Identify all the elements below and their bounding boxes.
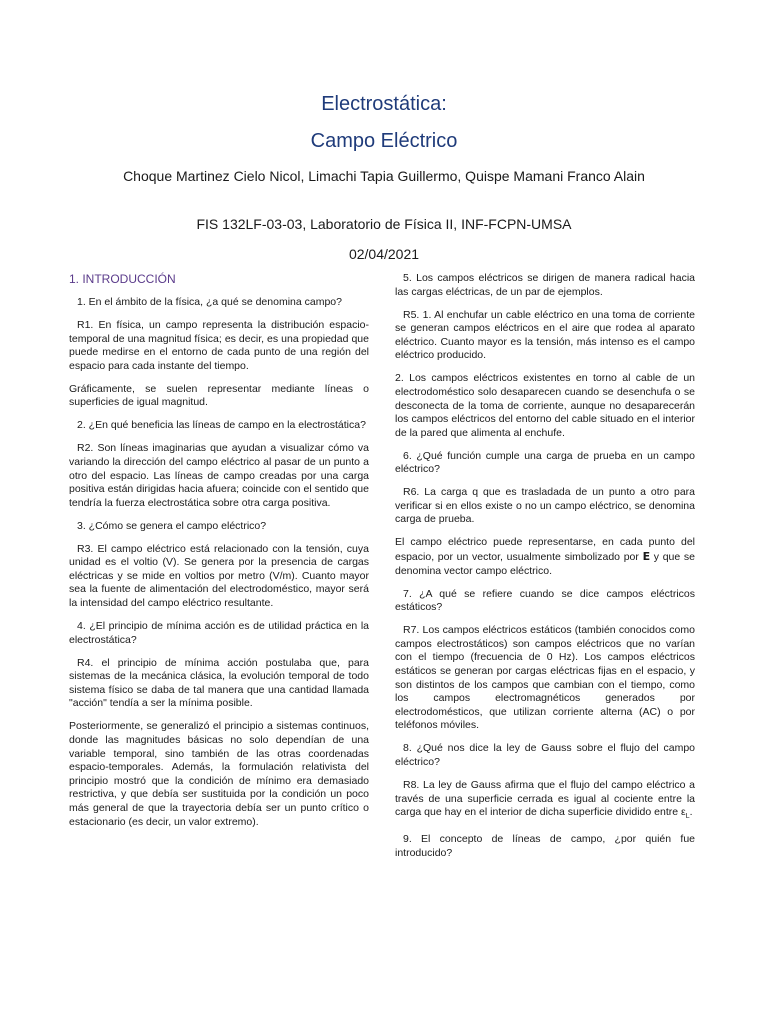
question-1: 1. En el ámbito de la física, ¿a qué se denomina campo?: [77, 296, 342, 308]
section-heading: 1. INTRODUCCIÓN: [69, 272, 176, 286]
epsilon-subscript: L: [685, 813, 690, 821]
title-line-2: Campo Eléctrico: [310, 130, 458, 152]
vector-e-symbol: E: [642, 550, 651, 564]
answer-6-vector: [395, 536, 695, 578]
answer-1-note: Gráficamente, se suelen representar mediante líneas o superficies de igual magnitud.: [69, 382, 369, 409]
affiliation: FIS 132LF-03-03, Laboratorio de Física II, INF-FCPN-UMSA: [196, 216, 572, 232]
answer-6: R6. La carga q que es trasladada de un punto a otro para verificar si en ellos existe o no un campo eléctrico, se denomina carga de prueba.: [395, 486, 695, 526]
answer-5-part-1: R5. 1. Al enchufar un cable eléctrico en una toma de corriente se generan campos eléctricos en el aire que rodea al aparato eléctrico. Cuanto mayor es la tensión, más intenso es el campo eléctrico producido.: [395, 308, 695, 362]
left-column: [69, 272, 369, 829]
question-3: 3. ¿Cómo se genera el campo eléctrico?: [77, 519, 267, 532]
answer-2: R2. Son líneas imaginarias que ayudan a visualizar cómo va variando la dirección del campo eléctrico al pasar de un punto a otro del espacio. Las líneas de campo creadas por una carga positiva están dirigidas hacia afuera; coincide con el sentido que tendría la fuerza electrostática sobre otra carga positiva.: [69, 442, 369, 509]
question-6: 6. ¿Qué función cumple una carga de prueba en un campo eléctrico?: [395, 449, 695, 476]
vector-text-end: y que se denomina vector campo eléctrico.: [395, 551, 695, 577]
answer-3: R3. El campo eléctrico está relacionado con la tensión, cuya unidad es el voltio (V). Se genera por la presencia de cargas eléctricas y se mide en voltios por metro (V/m). Cuanto mayor sea la fuente de alimentación del electrodoméstico, mayor será la intensidad del campo eléctrico resultante.: [69, 542, 369, 610]
answer-8: [395, 779, 695, 824]
answer-7: R7. Los campos eléctricos estáticos (también conocidos como campos electrostáticos) son campos eléctricos que no varían con el tiempo (frecuencia de 0 Hz). Los campos eléctricos estáticos se generan por cargas eléctricas fijas en el espacio, y son distintos de los campos que cambian con el tiempo, como los campos electromagnéticos generados por electrodomésticos, que utilizan corriente alterna (AC) o por teléfonos móviles.: [395, 624, 695, 732]
answer-4-continued: Posteriormente, se generalizó el principio a sistemas continuos, donde las magnitudes básicas no solo dependían de una variable temporal, sino también de las otras coordenadas espacio-temporales. Además, la formulación relativista del principio mostró que la condición de mínimo era demasiado restrictiva, y que debía ser sustituida por la condición un poco más general de que la trayectoria debía ser un punto crítico o estacionario (es decir, un valor extremo).: [69, 720, 369, 828]
answer-8-text: R8. La ley de Gauss afirma que el flujo del campo eléctrico a través de una superficie cerrada es igual al cociente entre la carga que hay en el interior de dicha superficie dividido entre: [395, 778, 695, 819]
vector-text: El campo eléctrico puede representarse, en cada punto del espacio, por un vector, usualmente simbolizado por: [395, 536, 695, 564]
question-4: 4. ¿El principio de mínima acción es de utilidad práctica en la electrostática?: [69, 620, 369, 646]
answer-8-end: .: [689, 806, 693, 819]
question-7: 7. ¿A qué se refiere cuando se dice campos eléctricos estáticos?: [395, 587, 695, 614]
answer-5-part-2: 2. Los campos eléctricos existentes en torno al cable de un electrodoméstico solo desaparecen cuando se desenchufa o se desconecta de la toma de corriente, aunque no desaparecerán los campos eléctricos del entorno del cable situado en el interior de la pared que alimenta al enchufe.: [395, 372, 695, 439]
title-line-1: Electrostática:: [321, 93, 447, 115]
date: 02/04/2021: [348, 246, 420, 262]
right-column: [395, 272, 695, 860]
question-9: 9. El concepto de líneas de campo, ¿por quién fue introducido?: [395, 833, 695, 859]
answer-1: R1. En física, un campo representa la distribución espacio-temporal de una magnitud física; es decir, es una propiedad que puede medirse en el entorno de cada punto de una región del espacio para cada instante del tiempo.: [69, 318, 369, 372]
question-5: 5. Los campos eléctricos se dirigen de manera radical hacia las cargas eléctricas, de un par de ejemplos.: [395, 272, 695, 298]
answer-4: R4. el principio de mínima acción postulaba que, para sistemas de la mecánica clásica, la evolución temporal de todo sistema físico se daba de tal manera que una cantidad llamada "acción" tendía a ser la mínima posible.: [69, 656, 369, 710]
question-2: 2. ¿En qué beneficia las líneas de campo en la electrostática?: [77, 419, 366, 432]
epsilon-symbol: ε: [681, 806, 686, 819]
question-8: 8. ¿Qué nos dice la ley de Gauss sobre el flujo del campo eléctrico?: [395, 742, 695, 768]
authors: Choque Martinez Cielo Nicol, Limachi Tapia Guillermo, Quispe Mamani Franco Alain: [123, 168, 645, 184]
